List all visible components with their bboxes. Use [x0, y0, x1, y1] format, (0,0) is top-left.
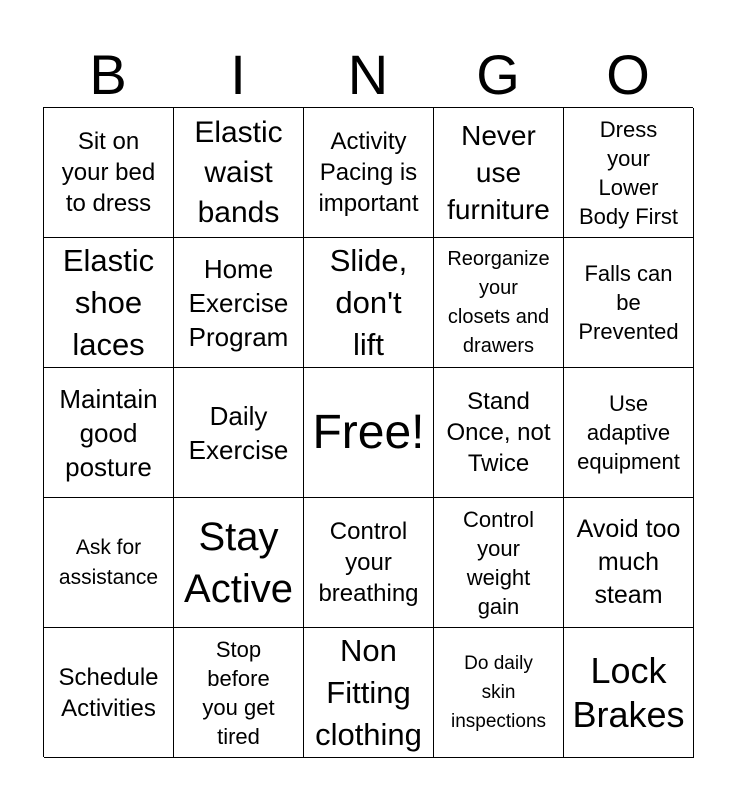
bingo-cell[interactable] — [304, 628, 434, 758]
bingo-cell[interactable] — [44, 368, 174, 498]
bingo-cell-text: Activity Pacing is important — [318, 128, 419, 217]
bingo-cell[interactable] — [434, 108, 564, 238]
bingo-cell[interactable] — [434, 498, 564, 628]
header-letter-g: G — [476, 43, 520, 106]
bingo-cell-text: Daily Exercise — [188, 400, 289, 465]
bingo-cell[interactable] — [564, 368, 694, 498]
bingo-cell[interactable] — [44, 108, 174, 238]
bingo-cell-text: Home Exercise Program — [188, 253, 289, 352]
header-letter-n: N — [347, 43, 389, 106]
bingo-card — [43, 107, 693, 757]
bingo-cell[interactable] — [434, 368, 564, 498]
bingo-cell[interactable] — [174, 238, 304, 368]
bingo-cell-text: Stop before you get tired — [202, 636, 275, 749]
bingo-cell-text: Use adaptive equipment — [577, 391, 680, 474]
bingo-cell[interactable] — [564, 238, 694, 368]
bingo-cell[interactable] — [174, 498, 304, 628]
bingo-cell[interactable] — [304, 108, 434, 238]
bingo-cell-text: Elastic shoe laces — [62, 242, 155, 362]
bingo-cell[interactable] — [304, 238, 434, 368]
bingo-cell[interactable] — [44, 238, 174, 368]
bingo-cell[interactable] — [564, 498, 694, 628]
bingo-cell-text: Falls can be Prevented — [578, 261, 679, 344]
bingo-cell-text: Dress your Lower Body First — [578, 116, 679, 229]
bingo-cell[interactable] — [434, 238, 564, 368]
free-space[interactable] — [304, 368, 434, 498]
bingo-cell-text: Stand Once, not Twice — [446, 388, 551, 477]
bingo-cell-text: Avoid too much steam — [576, 515, 681, 609]
bingo-cell[interactable] — [564, 628, 694, 758]
bingo-cell-text: Sit on your bed to dress — [61, 128, 156, 217]
bingo-cell[interactable] — [174, 368, 304, 498]
bingo-cell-text: Never use furniture — [447, 120, 550, 225]
bingo-cell-text: Non Fitting clothing — [315, 632, 422, 752]
header-letter-o: O — [606, 43, 650, 106]
bingo-cell[interactable] — [434, 628, 564, 758]
free-space-text: Free! — [312, 405, 425, 459]
bingo-cell-text: Maintain good posture — [59, 383, 158, 482]
bingo-cell[interactable] — [44, 628, 174, 758]
bingo-cell-text: Ask for assistance — [58, 535, 159, 589]
bingo-cell-text: Reorganize your closets and drawers — [447, 247, 550, 357]
bingo-cell-text: Elastic waist bands — [194, 115, 283, 229]
bingo-cell[interactable] — [174, 628, 304, 758]
header-letter-b: B — [89, 43, 127, 106]
bingo-cell-text: Control your weight gain — [463, 506, 534, 619]
bingo-cell[interactable] — [44, 498, 174, 628]
bingo-cell-text: Lock Brakes — [572, 649, 685, 735]
bingo-cell-text: Schedule Activities — [58, 663, 159, 722]
bingo-cell[interactable] — [304, 498, 434, 628]
bingo-cell-text: Do daily skin inspections — [450, 653, 547, 732]
bingo-cell-text: Control your breathing — [318, 518, 419, 607]
bingo-cell[interactable] — [564, 108, 694, 238]
bingo-cell-text: Slide, don't lift — [329, 242, 408, 362]
bingo-cell-text: Stay Active — [184, 514, 293, 611]
bingo-header — [43, 44, 693, 106]
header-letter-i: I — [230, 43, 246, 106]
bingo-cell[interactable] — [174, 108, 304, 238]
